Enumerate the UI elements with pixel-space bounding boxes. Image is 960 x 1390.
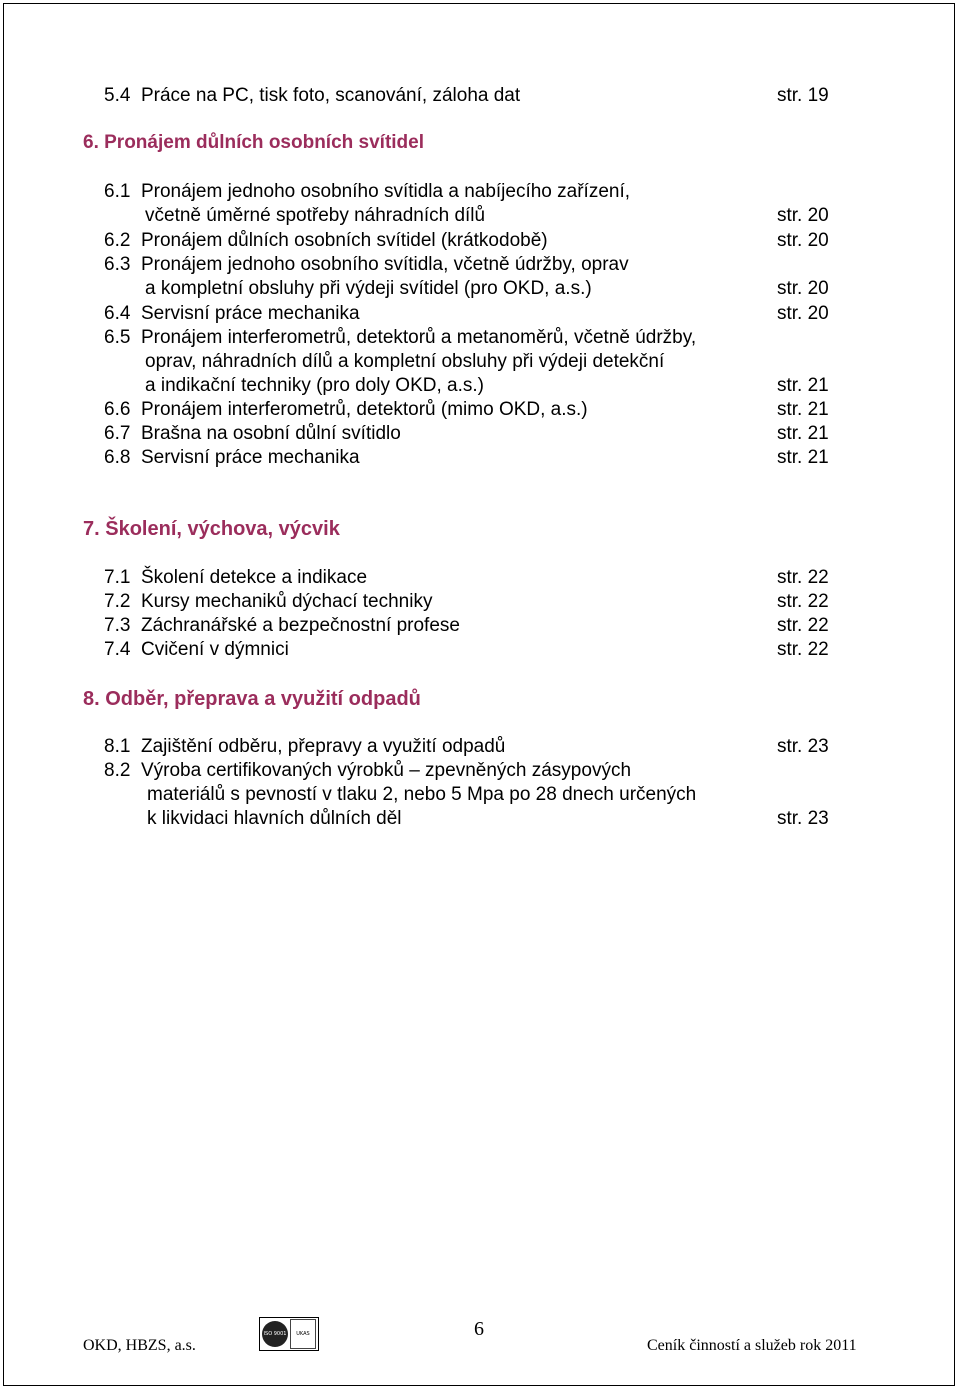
toc-item-6-5-line3: a indikační techniky (pro doly OKD, a.s.): [145, 375, 484, 396]
toc-item-7-1: [104, 566, 367, 590]
toc-page-ref: str. 22: [777, 591, 829, 612]
toc-item-text: Servisní práce mechanika: [140, 447, 360, 468]
toc-item-number: 7.2: [104, 591, 131, 612]
toc-item-text: Pronájem jednoho osobního svítidla a nabíjecího zařízení,: [140, 181, 631, 202]
toc-item-number: 7.3: [104, 615, 131, 636]
toc-item-6-2: [104, 229, 548, 253]
toc-page-ref: str. 20: [777, 230, 829, 251]
toc-item-text: Brašna na osobní důlní svítidlo: [140, 423, 401, 444]
toc-page-ref: str. 23: [777, 736, 829, 757]
toc-item-8-1: [104, 735, 505, 759]
toc-item-7-3: [104, 614, 460, 638]
toc-item-text: Pronájem interferometrů, detektorů (mimo OKD, a.s.): [140, 399, 588, 420]
toc-page-ref: str. 21: [777, 423, 829, 444]
toc-item-text: Pronájem jednoho osobního svítidla, včetně údržby, oprav: [140, 254, 629, 275]
section-heading-6: 6. Pronájem důlních osobních svítidel: [83, 132, 425, 153]
toc-item-8-2-line3: k likvidaci hlavních důlních děl: [147, 808, 402, 829]
toc-item-number: 8.1: [104, 736, 131, 757]
toc-item-6-7: [104, 422, 401, 446]
toc-item-text: Záchranářské a bezpečnostní profese: [140, 615, 460, 636]
toc-item-6-4: [104, 302, 360, 326]
toc-item-number: 6.6: [104, 399, 131, 420]
toc-item-6-1-line2: včetně úměrné spotřeby náhradních dílů: [145, 205, 486, 226]
toc-page-ref: str. 21: [777, 399, 829, 420]
toc-item-6-8: [104, 446, 360, 470]
toc-item-number: 8.2: [104, 760, 131, 781]
toc-item-6-3-line2: a kompletní obsluhy při výdeji svítidel (pro OKD, a.s.): [145, 278, 592, 299]
toc-item-6-6: [104, 398, 588, 422]
section-heading-7: 7. Školení, výchova, výcvik: [83, 518, 340, 540]
toc-page-ref: str. 22: [777, 615, 829, 636]
toc-item-5-4: [104, 84, 520, 108]
toc-item-number: 6.4: [104, 303, 131, 324]
toc-item-7-2: [104, 590, 432, 614]
toc-item-text: Cvičení v dýmnici: [140, 639, 289, 660]
toc-item-text: Zajištění odběru, přepravy a využití odpadů: [140, 736, 506, 757]
footer-company: OKD, HBZS, a.s.: [83, 1337, 196, 1354]
iso-badge-icon: ISO 9001: [262, 1321, 288, 1347]
toc-page-ref: str. 20: [777, 205, 829, 226]
toc-item-8-2: [104, 759, 631, 783]
toc-item-text: Výroba certifikovaných výrobků – zpevněných zásypových: [140, 760, 632, 781]
toc-item-number: 7.4: [104, 639, 131, 660]
toc-item-text: Servisní práce mechanika: [140, 303, 360, 324]
toc-page-ref: str. 21: [777, 447, 829, 468]
toc-item-text: Práce na PC, tisk foto, scanování, záloha dat: [140, 85, 521, 106]
toc-item-number: 6.3: [104, 254, 131, 275]
section-heading-8: 8. Odběr, přeprava a využití odpadů: [83, 688, 421, 710]
toc-item-number: 6.1: [104, 181, 131, 202]
toc-item-8-2-line2: materiálů s pevností v tlaku 2, nebo 5 Mpa po 28 dnech určených: [147, 784, 697, 805]
iso-certification-logo: [259, 1317, 319, 1351]
toc-item-number: 6.8: [104, 447, 131, 468]
toc-page-ref: str. 22: [777, 567, 829, 588]
toc-item-6-1: [104, 180, 630, 204]
toc-item-number: 6.2: [104, 230, 131, 251]
toc-item-6-3: [104, 253, 629, 277]
toc-item-6-5-line2: oprav, náhradních dílů a kompletní obsluhy při výdeji detekční: [145, 351, 665, 372]
toc-item-text: Školení detekce a indikace: [140, 567, 368, 588]
toc-item-number: 5.4: [104, 85, 131, 106]
toc-item-7-4: [104, 638, 289, 662]
toc-page-ref: str. 23: [777, 808, 829, 829]
toc-item-number: 7.1: [104, 567, 131, 588]
toc-page-ref: str. 19: [777, 85, 829, 106]
footer-title: Ceník činností a služeb rok 2011: [647, 1337, 857, 1354]
toc-page-ref: str. 22: [777, 639, 829, 660]
toc-item-6-5: [104, 326, 696, 350]
toc-item-text: Pronájem důlních osobních svítidel (krátkodobě): [140, 230, 548, 251]
toc-item-text: Pronájem interferometrů, detektorů a metanoměrů, včetně údržby,: [140, 327, 697, 348]
page-number: 6: [474, 1318, 484, 1340]
toc-item-number: 6.5: [104, 327, 131, 348]
toc-page-ref: str. 21: [777, 375, 829, 396]
toc-page-ref: str. 20: [777, 278, 829, 299]
toc-page-ref: str. 20: [777, 303, 829, 324]
ukas-badge-icon: UKAS: [290, 1319, 316, 1349]
toc-item-number: 6.7: [104, 423, 131, 444]
toc-item-text: Kursy mechaniků dýchací techniky: [140, 591, 433, 612]
